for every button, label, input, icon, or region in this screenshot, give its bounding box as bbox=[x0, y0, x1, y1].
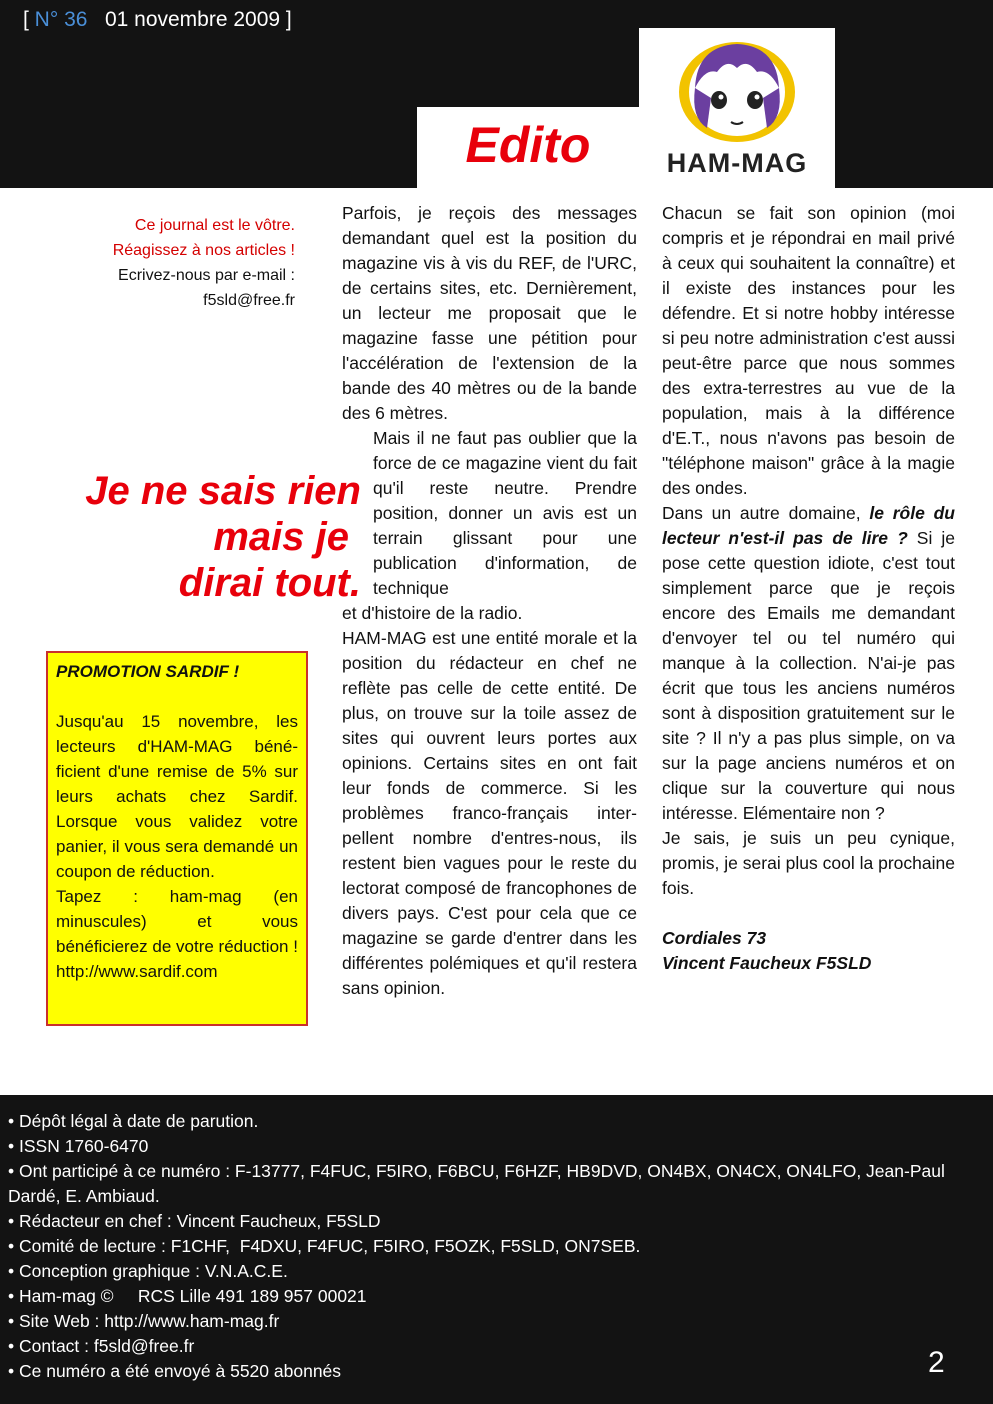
mascot-icon bbox=[639, 28, 835, 148]
emphasis-text: le rôle du lecteur n'est-il pas de lire ? bbox=[662, 503, 955, 548]
issue-number: N° 36 bbox=[34, 8, 88, 31]
issue-info bbox=[23, 8, 292, 32]
logo-text: HAM-MAG bbox=[666, 148, 808, 178]
article-paragraph: Je sais, je suis un peu cynique, promis, je serai plus cool la prochaine fois. bbox=[662, 828, 955, 898]
section-title: Edito bbox=[465, 117, 591, 173]
note-line: Ce journal est le vôtre. bbox=[134, 217, 295, 234]
issue-date: 01 novembre 2009 ] bbox=[87, 8, 292, 31]
page-footer bbox=[0, 1095, 993, 1404]
colophon-item: • Ont participé à ce numéro : F-13777, F4FUC, F5IRO, F6BCU, F6HZF, HB9DVD, ON4BX, ON4CX, ON4LFO, Jean-Paul Dardé, E. Ambiaud. bbox=[8, 1161, 950, 1206]
page-header bbox=[0, 0, 993, 188]
colophon-item: • Ham-mag © RCS Lille 491 189 957 00021 bbox=[8, 1286, 367, 1306]
colophon-item: • Conception graphique : V.N.A.C.E. bbox=[8, 1261, 288, 1281]
pull-quote-line: Je ne sais rien bbox=[85, 469, 361, 513]
article-paragraph: Chacun se fait son opinion (moi compris et je répondrai en mail privé à ceux qui souhaitent la connaître) et il existe des instances pour les défendre. Et si notre hobby intéresse si peu notre administration c'est aussi peut-être parce que nous sommes des extra-terrestres au vue de la population, mais à la différence d'E.T., nous n'avons pas besoin de "téléphone maison" grâce à la magie des ondes. bbox=[662, 203, 955, 498]
article-paragraph bbox=[662, 501, 955, 826]
pull-quote-line: mais je bbox=[213, 515, 349, 559]
colophon-item: • Comité de lecture : F1CHF, F4DXU, F4FUC, F5IRO, F5OZK, F5SLD, ON7SEB. bbox=[8, 1236, 641, 1256]
issue-open: [ bbox=[23, 8, 35, 31]
text-run: Dans un autre domaine, bbox=[662, 503, 870, 523]
promo-text: Tapez : ham-mag (en minuscules) et vous bénéficierez de votre réduction ! bbox=[56, 887, 298, 956]
note-line: Ecrivez-nous par e-mail : bbox=[118, 267, 295, 284]
spacer bbox=[662, 901, 955, 926]
article-column-1 bbox=[342, 201, 637, 1001]
colophon-item: • Rédacteur en chef : Vincent Faucheux, F5SLD bbox=[8, 1211, 381, 1231]
signoff: Cordiales 73 bbox=[662, 928, 767, 948]
contact-note bbox=[30, 213, 295, 313]
article-paragraph: et d'histoire de la radio. bbox=[342, 603, 523, 623]
colophon-item: • ISSN 1760-6470 bbox=[8, 1136, 149, 1156]
contact-email[interactable]: f5sld@free.fr bbox=[203, 292, 295, 309]
promo-box bbox=[46, 651, 308, 1026]
colophon-item[interactable]: • Site Web : http://www.ham-mag.fr bbox=[8, 1311, 280, 1331]
colophon-item: • Dépôt légal à date de parution. bbox=[8, 1111, 259, 1131]
note-line: Réagissez à nos articles ! bbox=[112, 242, 295, 259]
article-paragraph: Mais il ne faut pas oublier que la force de ce magazine vient du fait qu'il reste neutre. Prendre position, donner un avis est un terrain glissant pour une publication d'information, de technique bbox=[373, 428, 637, 598]
section-title-box bbox=[417, 107, 639, 188]
colophon-list bbox=[0, 1095, 993, 1384]
article-paragraph: Parfois, je reçois des messages demandant quel est la position du magazine vis à vis du REF, de l'URC, de certains sites, etc. Dernièrement, un lecteur me proposait que le magazine fasse une pétition pour l'accélération de l'extension de la bande des 40 mètres ou de la bande des 6 mètres. bbox=[342, 203, 637, 423]
pull-quote bbox=[20, 468, 361, 606]
page-number: 2 bbox=[928, 1346, 945, 1379]
colophon-item[interactable]: • Contact : f5sld@free.fr bbox=[8, 1336, 195, 1356]
text-run: Si je pose cette question idiote, c'est tout simplement parce que je reçois encore des Emails me demandant d'envoyer tel ou tel numéro qui manque à la collection. N'ai-je pas écrit que tous les anciens numéros sont à disposition gratuitement sur le site ? Il n'y a pas plus simple, on va sur la page anciens numéros et on clique sur la couverture qui nous intéresse. Elémentaire non ? bbox=[662, 528, 956, 823]
author-signature: Vincent Faucheux F5SLD bbox=[662, 953, 872, 973]
promo-text: Jusqu'au 15 novembre, les lecteurs d'HAM-MAG béné-ficient d'une remise de 5% sur leurs achats chez Sardif. Lorsque vous validez votre panier, il vous sera demandé un coupon de réduction. bbox=[56, 712, 298, 881]
ham-mag-logo bbox=[639, 28, 835, 188]
article-paragraph: HAM-MAG est une entité morale et la position du rédacteur en chef ne reflète pas celle de cette entité. De plus, on trouve sur la toile assez de sites qui ouvrent leurs portes aux opinions. Certains sites en ont fait leur fonds de commerce. Si les problèmes franco-français inter-pellent nombre d'entres-nous, ils restent bien vagues pour le reste du lectorat composé de francophones de divers pays. C'est pour cela que ce magazine se garde d'entrer dans les différentes polémiques et qu'il restera sans opinion. bbox=[342, 628, 637, 998]
colophon-item: • Ce numéro a été envoyé à 5520 abonnés bbox=[8, 1361, 342, 1381]
article-column-2 bbox=[662, 201, 955, 976]
pull-quote-line: dirai tout. bbox=[178, 561, 361, 605]
promo-title: PROMOTION SARDIF ! bbox=[56, 662, 240, 681]
promo-link[interactable]: http://www.sardif.com bbox=[56, 962, 218, 981]
